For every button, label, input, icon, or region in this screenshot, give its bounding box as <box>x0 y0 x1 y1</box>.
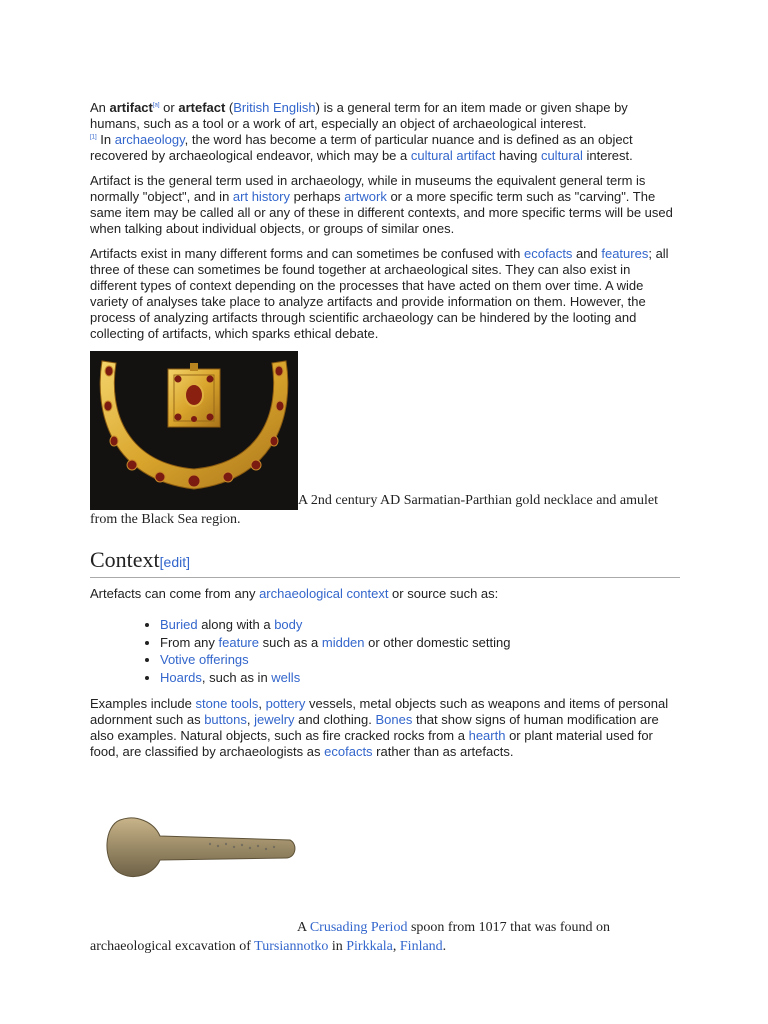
context-heading: Context[edit] <box>90 547 680 578</box>
stone-tools-link[interactable]: stone tools <box>195 696 259 711</box>
list-item <box>160 651 680 669</box>
bones-link[interactable]: Bones <box>375 712 413 727</box>
jewelry-link[interactable]: jewelry <box>254 712 295 727</box>
pottery-link[interactable]: pottery <box>265 696 306 711</box>
list-item: • Buried along with a body <box>160 616 680 634</box>
pirkkala-link[interactable]: Pirkkala <box>346 939 393 954</box>
art-history-link[interactable]: art history <box>232 189 290 204</box>
examples-paragraph: Examples include stone tools, pottery vessels, metal objects such as weapons and items of personal adornment such as buttons, jewelry and clothing. Bones that show signs of human modification are also examples. Natural objects, such as fire cracked rocks from a hearth or plant material used for food, are classified by archaeologists as ecofacts rather than as artefacts. <box>90 696 669 759</box>
article-body <box>90 100 680 965</box>
term-artifact: artifact <box>109 100 153 115</box>
crusading-period-link[interactable]: Crusading Period <box>309 920 408 935</box>
intro-paragraph: An artifact[a] or artefact (British English) is a general term for an item made or given shape by humans, such as a tool or a work of art, especially an object of archaeological interest. [1] In archaeology, the word has become a term of particular nuance and is defined as an object recovered by archaeological endeavor, which may be a cultural artifact having cultural interest. <box>90 100 633 163</box>
spoon-image <box>100 796 310 900</box>
necklace-image <box>90 351 298 510</box>
hoards-link[interactable]: Hoards <box>160 669 202 685</box>
buried-link[interactable]: Buried <box>160 617 198 632</box>
ecofacts-link[interactable]: ecofacts <box>524 246 573 261</box>
finland-link[interactable]: Finland <box>399 939 443 954</box>
list-item: • Hoards, such as in wells <box>160 669 680 687</box>
spoon-caption: A Crusading Period spoon from 1017 that was found on archaeological excavation of Tursiannotko in Pirkkala, Finland. <box>90 920 611 954</box>
necklace-figure <box>90 351 680 529</box>
spoon-figure <box>90 796 680 956</box>
british-english-link[interactable]: British English <box>233 100 316 115</box>
cultural-artifact-link[interactable]: cultural artifact <box>410 148 496 163</box>
tursiannotko-link[interactable]: Tursiannotko <box>254 939 329 954</box>
feature-link[interactable]: feature <box>218 634 259 650</box>
footnote-a-link[interactable]: [a] <box>152 102 160 109</box>
necklace-caption: A 2nd century AD Sarmatian-Parthian gold necklace and amulet from the Black Sea region. <box>90 493 659 527</box>
features-link[interactable]: features <box>601 246 649 261</box>
midden-link[interactable]: midden <box>321 634 365 650</box>
hearth-link[interactable]: hearth <box>468 728 506 743</box>
body-link[interactable]: body <box>274 617 303 632</box>
footnote-1-link[interactable]: [1] <box>90 134 97 141</box>
buttons-link[interactable]: buttons <box>204 712 247 727</box>
archaeology-link[interactable]: archaeology <box>114 132 185 147</box>
votive-offerings-link[interactable]: Votive offerings <box>160 652 249 667</box>
edit-section-link[interactable]: [edit] <box>159 554 191 570</box>
ecofacts-link-2[interactable]: ecofacts <box>324 744 373 759</box>
list-item: • From any feature such as a midden or other domestic setting <box>160 634 680 652</box>
source-list <box>90 616 680 686</box>
archaeological-context-link[interactable]: archaeological context <box>259 586 389 601</box>
term-artefact: artefact <box>178 100 226 115</box>
forms-paragraph: Artifacts exist in many different forms and can sometimes be confused with ecofacts and features; all three of these can sometimes be found together at archaeological sites. They can also exist in different types of context depending on the processes that have acted on them over time. A wide variety of analyses take place to analyze artifacts and provide information on them. However, the process of analyzing artifacts through scientific archaeology can be hindered by the looting and collecting of artifacts, which sparks ethical debate. <box>90 246 669 341</box>
wells-link[interactable]: wells <box>271 669 301 685</box>
artwork-link[interactable]: artwork <box>344 189 387 204</box>
terminology-paragraph: Artifact is the general term used in archaeology, while in museums the equivalent general term is normally "object", and in art history perhaps artwork or a more specific term such as "carving". The same item may be called all or any of these in different contexts, and more specific terms will be used when talking about individual objects, or groups of similar ones. <box>90 173 673 236</box>
context-intro: Artefacts can come from any archaeological context or source such as: <box>90 586 499 601</box>
cultural-link[interactable]: cultural <box>540 148 583 163</box>
